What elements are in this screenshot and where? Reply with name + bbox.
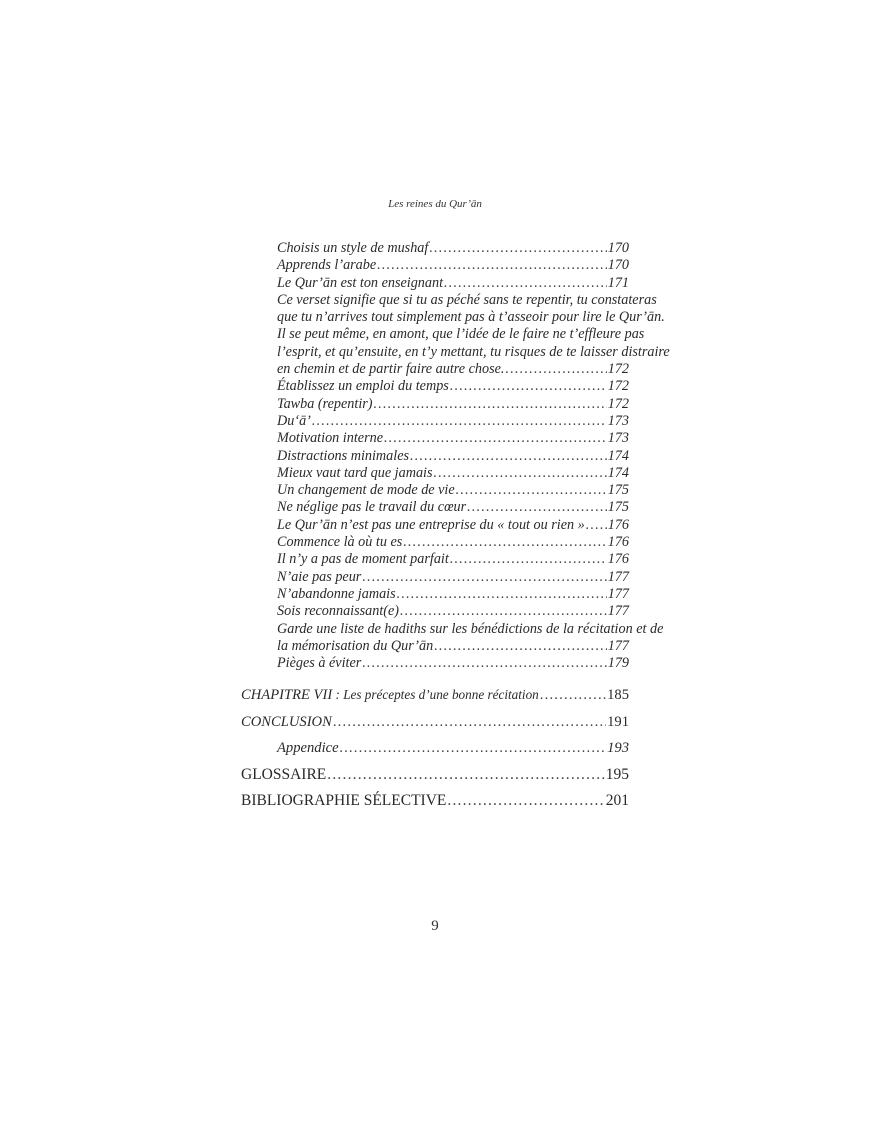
toc-entry-page: 174 bbox=[607, 447, 629, 464]
toc-entry-chapter-7[interactable] bbox=[241, 682, 629, 709]
toc-entry-title: Distractions minimales bbox=[277, 447, 410, 464]
dot-leader bbox=[377, 257, 607, 274]
toc-entry[interactable] bbox=[241, 396, 629, 413]
toc-entry[interactable] bbox=[241, 448, 629, 465]
toc-entry-long[interactable] bbox=[241, 291, 670, 378]
toc-entry-title: en chemin et de partir faire autre chose. bbox=[277, 361, 505, 378]
dot-leader bbox=[444, 275, 607, 292]
dot-leader bbox=[312, 413, 607, 430]
toc-entry-last-line bbox=[277, 361, 629, 378]
toc-entry-title: Le Qur’ān n’est pas une entreprise du « tout ou rien » bbox=[277, 516, 585, 533]
toc-entry-title: GLOSSAIRE bbox=[241, 765, 327, 783]
toc-entry[interactable] bbox=[241, 569, 629, 586]
toc-entry-title: Le Qur’ān est ton enseignant bbox=[277, 274, 444, 291]
toc-entry-page: 201 bbox=[605, 792, 629, 810]
toc-entry[interactable] bbox=[241, 413, 629, 430]
toc-entry[interactable] bbox=[241, 534, 629, 551]
toc-entry-title: Tawba (repentir) bbox=[277, 395, 373, 412]
toc-entry-line: Il se peut même, en amont, que l’idée de le faire ne t’effleure pas bbox=[277, 326, 645, 343]
toc-entry-page: 172 bbox=[607, 378, 629, 395]
toc-entry-line: que tu n’arrives tout simplement pas à t’asseoir pour lire le Qur’ān. bbox=[277, 309, 665, 326]
main-entries bbox=[241, 682, 629, 815]
toc-entry-page: 175 bbox=[607, 499, 629, 516]
toc-entry-title: Établissez un emploi du temps bbox=[277, 378, 449, 395]
dot-leader bbox=[586, 517, 607, 534]
toc-entry[interactable] bbox=[241, 240, 629, 257]
dot-leader bbox=[434, 638, 607, 655]
toc-entry[interactable] bbox=[241, 430, 629, 447]
toc-entry-appendice[interactable] bbox=[241, 735, 629, 762]
dot-leader bbox=[384, 430, 607, 447]
toc-entry-title: Du‘ā’ bbox=[277, 412, 311, 429]
dot-leader bbox=[450, 378, 607, 395]
chapter-subtitle: : Les préceptes d’une bonne récitation bbox=[332, 687, 539, 703]
toc-entry-page: 177 bbox=[607, 637, 629, 654]
toc-entry-page: 170 bbox=[607, 257, 629, 274]
toc-entry-title bbox=[241, 682, 539, 709]
toc-entry-page: 173 bbox=[607, 430, 629, 447]
toc-entry-line: Ce verset signifie que si tu as péché sans te repentir, tu constateras bbox=[277, 291, 657, 308]
toc-entry-title: la mémorisation du Qur’ān bbox=[277, 637, 434, 654]
toc-entry-page: 176 bbox=[607, 516, 629, 533]
toc-entry-title: Sois reconnaissant(e) bbox=[277, 603, 400, 620]
toc-entry-page: 193 bbox=[607, 740, 629, 757]
toc-entry-line: l’esprit, et qu’ensuite, en t’y mettant, tu risques de te laisser distraire bbox=[277, 343, 670, 360]
toc-entry-title: Il n’y a pas de moment parfait bbox=[277, 551, 449, 568]
toc-entry-page: 191 bbox=[607, 713, 629, 730]
dot-leader bbox=[397, 586, 607, 603]
toc-entry-glossaire[interactable] bbox=[241, 762, 629, 789]
dot-leader bbox=[505, 361, 606, 378]
toc-entry-title: Un changement de mode de vie bbox=[277, 482, 455, 499]
toc-entry-conclusion[interactable] bbox=[241, 709, 629, 736]
dot-leader bbox=[467, 499, 607, 516]
toc-entry-title: BIBLIOGRAPHIE SÉLECTIVE bbox=[241, 792, 447, 810]
toc-entry[interactable] bbox=[241, 517, 629, 534]
dot-leader bbox=[450, 551, 607, 568]
dot-leader bbox=[362, 655, 606, 672]
toc-entry[interactable] bbox=[241, 378, 629, 395]
toc-entry-page: 177 bbox=[607, 603, 629, 620]
toc-entry[interactable] bbox=[241, 257, 629, 274]
toc-entry-page: 185 bbox=[607, 687, 629, 704]
dot-leader bbox=[429, 240, 606, 257]
toc-entry-title: Ne néglige pas le travail du cœur bbox=[277, 499, 467, 516]
toc-entry-page: 176 bbox=[607, 534, 629, 551]
toc-entry[interactable] bbox=[241, 482, 629, 499]
toc-entry-page: 172 bbox=[607, 395, 629, 412]
toc-entry-page: 172 bbox=[607, 361, 629, 378]
dot-leader bbox=[333, 709, 606, 736]
toc-entry-page: 173 bbox=[607, 412, 629, 429]
toc-entry-line: Garde une liste de hadiths sur les bénédictions de la récitation et de bbox=[277, 620, 664, 637]
toc-entry-hadith[interactable] bbox=[241, 620, 664, 656]
toc-entry-page: 170 bbox=[607, 240, 629, 256]
toc-entry[interactable] bbox=[241, 499, 629, 516]
toc-entry-page: 177 bbox=[607, 585, 629, 602]
toc-entry-title: Choisis un style de mushaf bbox=[277, 240, 429, 256]
toc-entry[interactable] bbox=[241, 465, 629, 482]
dot-leader bbox=[400, 603, 607, 620]
toc-entry-page: 176 bbox=[607, 551, 629, 568]
toc-entry[interactable] bbox=[241, 275, 629, 292]
table-of-contents bbox=[241, 240, 670, 815]
toc-entry-title: Apprends l’arabe bbox=[277, 257, 377, 274]
toc-entry[interactable] bbox=[241, 603, 629, 620]
dot-leader bbox=[403, 534, 606, 551]
dot-leader bbox=[447, 788, 604, 815]
toc-entry-title: Appendice bbox=[277, 740, 339, 757]
dot-leader bbox=[340, 735, 607, 762]
toc-entry[interactable] bbox=[241, 586, 629, 603]
dot-leader bbox=[434, 465, 607, 482]
toc-entry-page: 171 bbox=[607, 274, 629, 291]
toc-entry-bibliographie[interactable] bbox=[241, 788, 629, 815]
chapter-label: CHAPITRE VII bbox=[241, 687, 333, 704]
toc-entry-title: CONCLUSION bbox=[241, 713, 332, 730]
toc-entry-page: 174 bbox=[607, 464, 629, 481]
toc-entry[interactable] bbox=[241, 655, 629, 672]
toc-entry-title: Motivation interne bbox=[277, 430, 383, 447]
page-number: 9 bbox=[431, 918, 439, 934]
dot-leader bbox=[362, 569, 606, 586]
toc-entry-title: Pièges à éviter bbox=[277, 655, 362, 672]
toc-entry-page: 175 bbox=[607, 482, 629, 499]
toc-entry-page: 195 bbox=[605, 765, 629, 783]
toc-entry-title: N’aie pas peur bbox=[277, 568, 362, 585]
dot-leader bbox=[327, 762, 604, 789]
running-head: Les reines du Qur’ān bbox=[388, 198, 482, 210]
toc-entry-title: N’abandonne jamais bbox=[277, 585, 396, 602]
dot-leader bbox=[456, 482, 607, 499]
toc-entry-page: 177 bbox=[607, 568, 629, 585]
toc-entry[interactable] bbox=[241, 551, 629, 568]
toc-entry-title: Mieux vaut tard que jamais bbox=[277, 464, 433, 481]
dot-leader bbox=[410, 448, 607, 465]
toc-entry-title: Commence là où tu es bbox=[277, 534, 403, 551]
dot-leader bbox=[374, 396, 607, 413]
toc-entry-page: 179 bbox=[607, 655, 629, 672]
dot-leader bbox=[540, 682, 606, 709]
toc-entry-last-line bbox=[277, 638, 629, 655]
